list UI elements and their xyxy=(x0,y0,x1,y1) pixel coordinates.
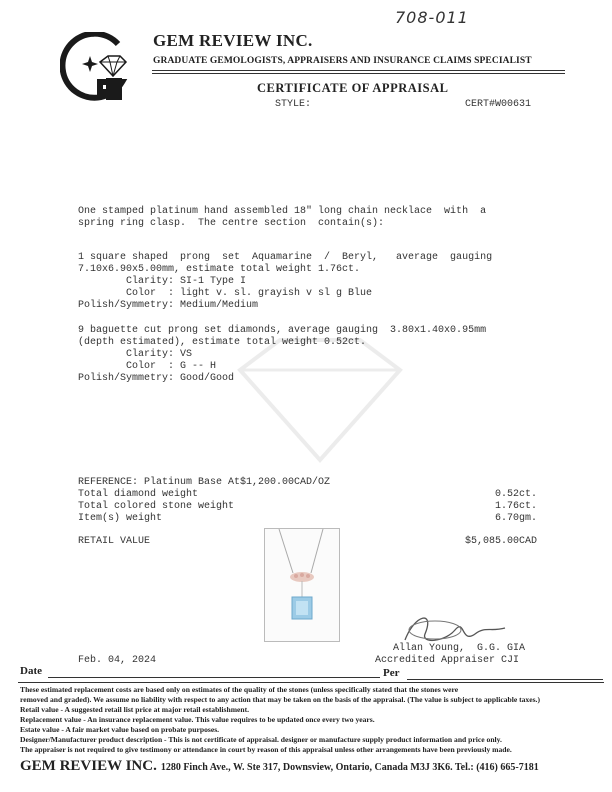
certificate-title: CERTIFICATE OF APPRAISAL xyxy=(257,81,449,95)
diamond-color: Color : G -- H xyxy=(78,361,217,372)
aquamarine-polish: Polish/Symmetry: Medium/Medium xyxy=(78,300,259,311)
style-label: STYLE: xyxy=(275,99,312,110)
retail-value-definition: Retail value - A suggested retail list price at major retail establishment. xyxy=(20,705,250,714)
aquamarine-description: 1 square shaped prong set Aquamarine / Beryl, average gauging xyxy=(78,252,493,263)
company-name: GEM REVIEW INC. xyxy=(153,31,313,50)
intro-line-2: spring ring clasp. The centre section contain(s): xyxy=(78,218,385,229)
disclaimer-line-2: removed and graded). We assume no liability with respect to any action that may be taken on the basis of the appraisal. (The value is subject to applicable taxes.) xyxy=(20,695,540,704)
summary-label: Item(s) weight xyxy=(78,513,163,524)
appraiser-title: Accredited Appraiser CJI xyxy=(375,655,520,666)
appraisal-date: Feb. 04, 2024 xyxy=(78,655,157,666)
per-line xyxy=(407,679,603,680)
footer-address: 1280 Finch Ave., W. Ste 317, Downsview, Ontario, Canada M3J 3K6. Tel.: (416) 665-7181 xyxy=(160,762,539,773)
intro-line-1: One stamped platinum hand assembled 18" long chain necklace with a xyxy=(78,206,487,217)
handwritten-file-number: 708-011 xyxy=(395,8,469,27)
necklace-photo xyxy=(264,528,340,642)
designer-definition: Designer/Manufacturer product description - This is not certificate of appraisal. designer or manufacture supply product information and price only. xyxy=(20,735,502,744)
diamond-weight: (depth estimated), estimate total weight 0.52ct. xyxy=(78,337,367,348)
summary-value: 0.52ct. xyxy=(494,489,537,500)
testimony-disclaimer: The appraiser is not required to give testimony or attendance in court by reason of this appraisal unless other arrangements have been previously made. xyxy=(20,745,512,754)
footer-address-line xyxy=(20,757,539,775)
diamond-polish: Polish/Symmetry: Good/Good xyxy=(78,373,235,384)
appraiser-name: Allan Young, G.G. GIA xyxy=(393,643,526,654)
appraiser-signature xyxy=(395,604,515,648)
aquamarine-color: Color : light v. sl. grayish v sl g Blue xyxy=(78,288,373,299)
date-line xyxy=(48,677,380,678)
aquamarine-clarity: Clarity: SI-1 Type I xyxy=(78,276,247,287)
retail-value-amount: $5,085.00CAD xyxy=(464,536,537,547)
diamond-description: 9 baguette cut prong set diamonds, average gauging 3.80x1.40x0.95mm xyxy=(78,325,487,336)
cert-number: CERT#W00631 xyxy=(465,99,532,110)
per-label: Per xyxy=(383,667,400,679)
footer-divider xyxy=(18,682,604,683)
retail-value-label: RETAIL VALUE xyxy=(78,536,151,547)
header-rule-top xyxy=(152,70,565,71)
summary-label: Total colored stone weight xyxy=(78,501,235,512)
company-tagline: GRADUATE GEMOLOGISTS, APPRAISERS AND INSURANCE CLAIMS SPECIALIST xyxy=(153,56,532,66)
estate-value-definition: Estate value - A fair market value based on probate purposes. xyxy=(20,725,220,734)
replacement-value-definition: Replacement value - An insurance replacement value. This value requires to be updated once every two years. xyxy=(20,715,375,724)
footer-company-name: GEM REVIEW INC. xyxy=(20,758,157,774)
watermark-logo xyxy=(220,330,420,470)
summary-value: 1.76ct. xyxy=(494,501,537,512)
disclaimer-line-1: These estimated replacement costs are based only on estimates of the quality of the stones (unless specifically stated that the stones were xyxy=(20,685,459,694)
company-logo xyxy=(60,32,132,110)
reference-line: REFERENCE: Platinum Base At$1,200.00CAD/OZ xyxy=(78,477,331,488)
summary-label: Total diamond weight xyxy=(78,489,199,500)
aquamarine-measurements: 7.10x6.90x5.00mm, estimate total weight 1.76ct. xyxy=(78,264,361,275)
diamond-clarity: Clarity: VS xyxy=(78,349,193,360)
header-rule-bottom xyxy=(152,73,565,74)
summary-value: 6.70gm. xyxy=(494,513,537,524)
date-label: Date xyxy=(20,665,42,677)
